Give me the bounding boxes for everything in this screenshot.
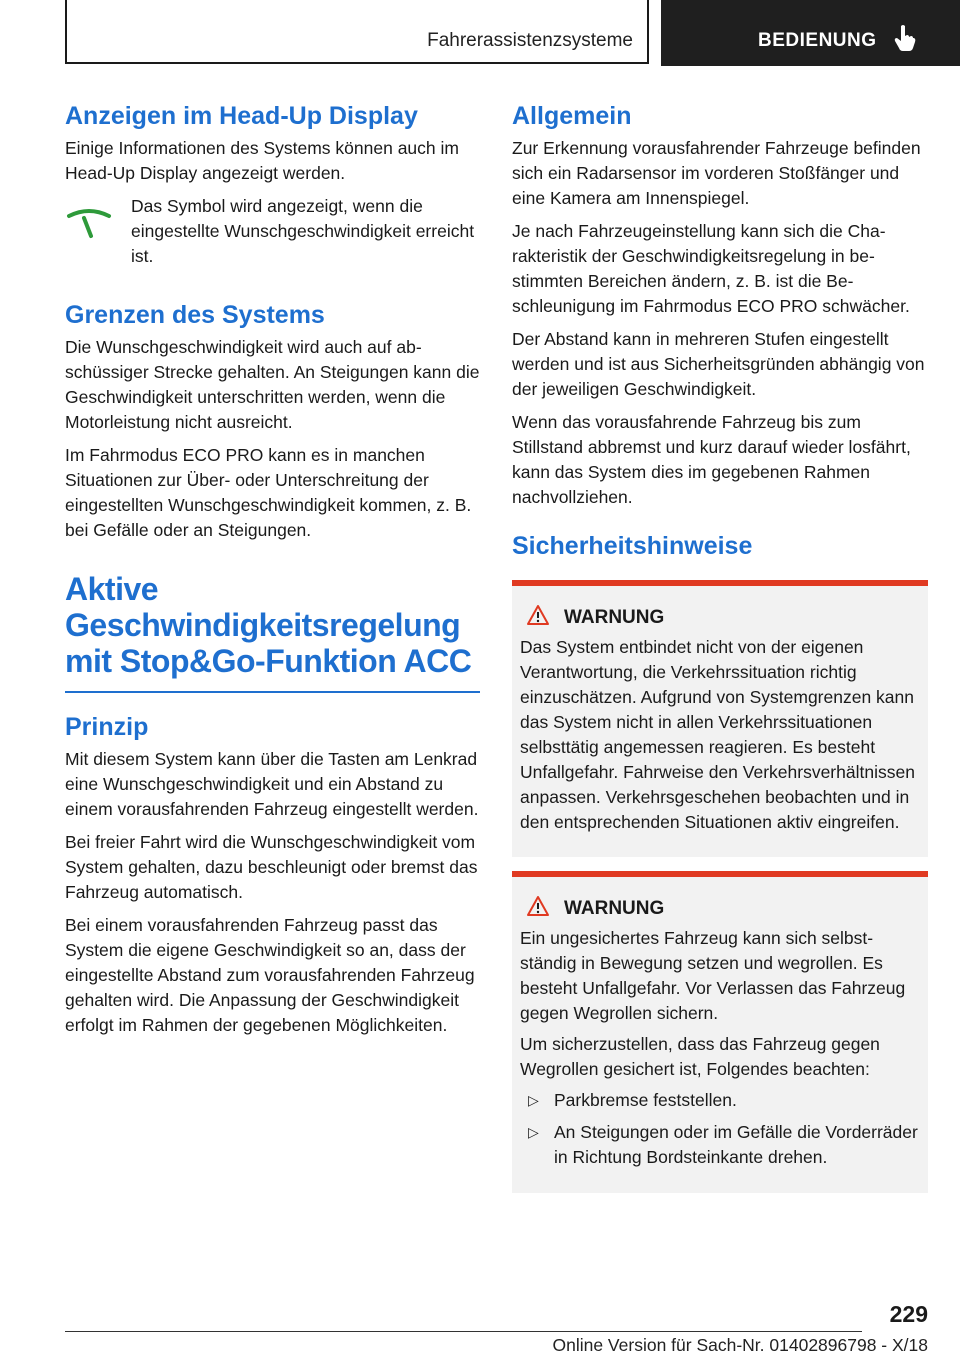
general-paragraph-3: Der Abstand kann in mehreren Stufen eingestellt werden und ist aus Sicherheitsgründen abhängig von der jeweiligen Geschwindigkeit. — [512, 329, 925, 399]
warning-text: Das System entbindet nicht von der eigenen Verantwortung, die Verkehrssituation richtig einzuschätzen. Aufgrund von Systemgrenzen kann das System nicht in allen Verkehrssituationen selbsttätig angemessen reagieren. Es besteht Unfallgefahr. Fahrweise den Verkehrsverhältnissen anpassen. Verkehrsgeschehen beobachten und in den entsprechenden Situationen aktiv eingreifen. — [520, 637, 915, 832]
hud-symbol-row — [65, 194, 480, 269]
hud-symbol-description: Das Symbol wird angezeigt, wenn die eingestellte Wunschgeschwindigkeit erreicht ist. — [131, 196, 475, 266]
chapter-divider — [65, 691, 480, 693]
general-paragraph-4: Wenn das vorausfahrende Fahrzeug bis zum Stillstand abbremst und kurz darauf wieder losfährt, kann das System dies im gegebenen Rahmen nachvollziehen. — [512, 412, 911, 507]
warning-title-row — [520, 895, 920, 922]
limits-heading: Grenzen des Systems — [65, 301, 325, 329]
header-chapter-badge — [661, 0, 960, 66]
general-paragraph-1: Zur Erkennung vorausfahrender Fahrzeuge befinden sich ein Radarsensor im vorderen Stoßfänger und eine Kamera am Innenspiegel. — [512, 138, 921, 208]
acc-chapter-heading: Aktive Geschwindigkeitsregelung mit Stop&Go-Funktion ACC — [65, 571, 472, 679]
warning-title-row — [520, 604, 920, 631]
principle-paragraph-3: Bei einem vorausfahrenden Fahrzeug passt das System die eigene Geschwindigkeit so an, dass der eingestellte Abstand zum vorausfahrenden Fahrzeug gehalten wird. Die Anpassung der Geschwindigkeit erfolgt im Rahmen der gegebenen Möglichkeiten. — [65, 915, 475, 1035]
warning-text: Ein ungesichertes Fahrzeug kann sich selbstständig in Bewegung setzen und wegrollen. Es besteht Unfallgefahr. Vor Verlassen das Fahrzeug gegen Wegrollen sichern. — [520, 928, 906, 1023]
hud-heading: Anzeigen im Head-Up Display — [65, 102, 418, 130]
page-footer — [65, 1295, 928, 1355]
right-column — [512, 100, 928, 1207]
general-heading: Allgemein — [512, 102, 632, 130]
hud-paragraph: Einige Informationen des Systems können auch im Head-Up Display angezeigt werden. — [65, 138, 459, 183]
footer-version-text: Online Version für Sach-Nr. 01402896798 - X/18 — [552, 1335, 928, 1355]
limits-paragraph-1: Die Wunschgeschwindigkeit wird auch auf abschüssiger Strecke gehalten. An Steigungen kann die Geschwindigkeit unterschritten werden, wenn die Motorleistung nicht ausreicht. — [65, 337, 480, 432]
principle-paragraph-2: Bei freier Fahrt wird die Wunschgeschwindigkeit vom System gehalten, dazu beschleunigt oder bremst das Fahrzeug automatisch. — [65, 832, 478, 902]
page-header — [0, 0, 960, 66]
header-section-tab — [65, 0, 649, 64]
safety-heading: Sicherheitshinweise — [512, 532, 753, 560]
pointing-hand-icon — [894, 24, 916, 57]
list-item — [520, 1120, 920, 1170]
page-number: 229 — [889, 1301, 928, 1327]
warning-triangle-icon — [526, 895, 550, 922]
list-item — [520, 1088, 920, 1113]
header-chapter-title: BEDIENUNG — [758, 30, 877, 51]
footer-divider — [65, 1331, 862, 1332]
header-section-title: Fahrerassistenzsysteme — [427, 30, 633, 51]
warning-checklist — [520, 1088, 920, 1170]
principle-paragraph-1: Mit diesem System kann über die Tasten am Lenkrad eine Wunschgeschwindigkeit und ein Abstand zu einem vorausfahrenden Fahrzeug eingestellt werden. — [65, 749, 479, 819]
triangle-bullet-icon: ▷ — [528, 1124, 539, 1140]
warning-triangle-icon — [526, 604, 550, 631]
warning-box-2 — [512, 871, 928, 1193]
list-item-text: An Steigungen oder im Gefälle die Vorderräder in Richtung Bordsteinkante drehen. — [554, 1122, 918, 1167]
speed-reached-symbol-icon — [65, 194, 131, 269]
general-paragraph-2: Je nach Fahrzeugeinstellung kann sich die Charakteristik der Geschwindigkeitsregelung in bestimmten Bereichen ändern, z. B. ist die Beschleunigung im Fahrmodus ECO PRO schwächer. — [512, 221, 910, 316]
warning-box-1 — [512, 580, 928, 857]
warning-label: WARNUNG — [564, 897, 665, 919]
principle-heading: Prinzip — [65, 713, 149, 741]
left-column — [65, 100, 480, 1046]
triangle-bullet-icon: ▷ — [528, 1092, 539, 1108]
warning-label: WARNUNG — [564, 606, 665, 628]
list-item-text: Parkbremse feststellen. — [554, 1090, 737, 1110]
warning-text-2: Um sicherzustellen, dass das Fahrzeug gegen Wegrollen gesichert ist, Folgendes beachten: — [520, 1034, 880, 1079]
limits-paragraph-2: Im Fahrmodus ECO PRO kann es in manchen Situationen zur Über- oder Unterschreitung der eingestellten Wunschgeschwindigkeit kommen, z. B. bei Gefälle oder an Steigungen. — [65, 445, 472, 540]
